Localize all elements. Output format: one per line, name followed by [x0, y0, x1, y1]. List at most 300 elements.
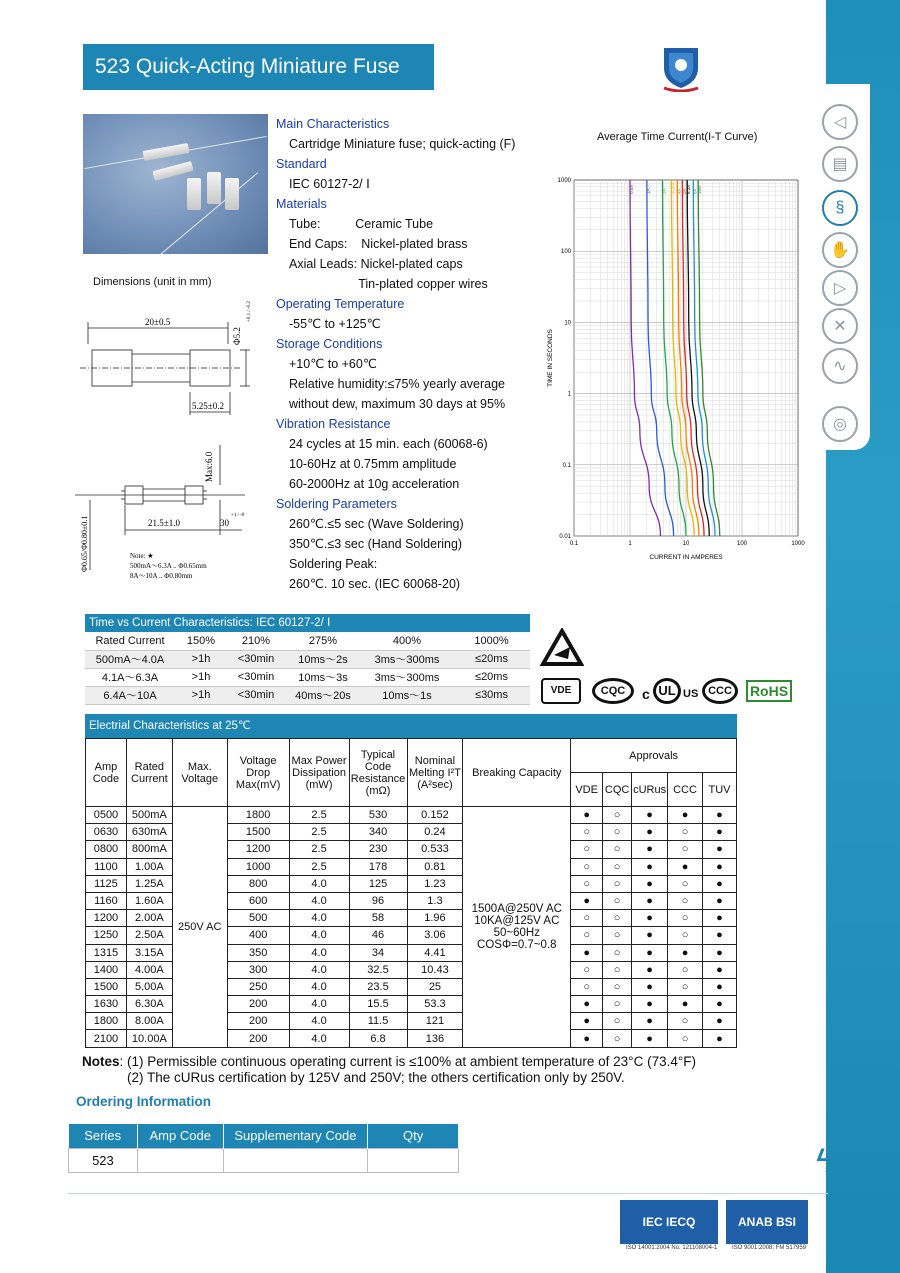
- series-label: 2A: [661, 188, 667, 194]
- table-cell: 1160: [86, 892, 127, 909]
- ul-us-mark: US: [683, 688, 699, 700]
- table-cell: 1250: [86, 927, 127, 944]
- table-cell: 2.50A: [126, 927, 172, 944]
- tvc-header: Time vs Current Characteristics: IEC 60127-2/ Ⅰ: [85, 614, 530, 632]
- table-cell: ●: [632, 944, 668, 961]
- table-cell: 4.0: [289, 927, 349, 944]
- table-cell: 1000: [227, 858, 289, 875]
- table-cell: 4.0: [289, 961, 349, 978]
- series-label: 0.5A: [629, 184, 634, 194]
- table-cell: ●: [632, 978, 668, 995]
- y-axis-label: TIME IN SECONDS: [547, 329, 554, 387]
- table-cell: ○: [668, 978, 703, 995]
- table-cell: ●: [571, 996, 603, 1013]
- ordering-col-header: Supplementary Code: [223, 1124, 368, 1148]
- tvc-cell: <30min: [227, 668, 285, 686]
- table-cell: 2.00A: [126, 910, 172, 927]
- electrical-header: Electrial Characteristics at 25℃: [85, 714, 737, 738]
- diameter-tol: +0.1 / -0.2: [247, 301, 252, 322]
- table-cell: ●: [703, 858, 737, 875]
- table-cell: ○: [571, 961, 603, 978]
- table-cell: 0500: [86, 807, 127, 824]
- table-cell: ●: [703, 910, 737, 927]
- table-cell: ○: [571, 910, 603, 927]
- table-cell: 400: [227, 927, 289, 944]
- fuse-icon[interactable]: §: [822, 190, 858, 226]
- table-cell: 96: [349, 892, 407, 909]
- y-tick-label: 0.1: [562, 462, 571, 469]
- breaking-capacity-cell: [463, 807, 571, 1048]
- col-rated-current: Rated Current: [126, 739, 172, 807]
- tvc-cell: 500mA～4.0A: [85, 650, 175, 668]
- series-label: 8A: [692, 188, 698, 194]
- approval-col-header: VDE: [571, 773, 603, 807]
- table-cell: 178: [349, 858, 407, 875]
- table-cell: ●: [632, 807, 668, 824]
- iec-label: IEC: [642, 1215, 663, 1229]
- x-tick-label: 1000: [791, 541, 805, 547]
- table-cell: 4.0: [289, 944, 349, 961]
- table-cell: ●: [703, 824, 737, 841]
- footer-divider: [68, 1193, 828, 1194]
- table-cell: 1500: [227, 824, 289, 841]
- table-cell: 800mA: [126, 841, 172, 858]
- section-line: Tube: Ceramic Tube: [289, 217, 434, 231]
- x-tick-label: 100: [736, 541, 748, 547]
- table-cell: 8.00A: [126, 1013, 172, 1030]
- table-cell: 200: [227, 1013, 289, 1030]
- section-heading: Storage Conditions: [276, 337, 383, 351]
- table-cell: 2.5: [289, 807, 349, 824]
- col-amp-code: Amp Code: [86, 739, 127, 807]
- table-cell: 58: [349, 910, 407, 927]
- table-cell: ○: [603, 892, 632, 909]
- table-cell: 4.0: [289, 996, 349, 1013]
- globe-icon[interactable]: ◎: [822, 406, 858, 442]
- characteristics-list: [276, 114, 546, 594]
- table-cell: 500: [227, 910, 289, 927]
- table-cell: 1.23: [407, 875, 463, 892]
- notes-label: Notes: [82, 1054, 120, 1069]
- breaking-line: 1500A@250V AC: [471, 902, 562, 915]
- lead-length2-dim: 30: [220, 518, 229, 528]
- table-cell: ●: [632, 858, 668, 875]
- ordering-col-header: Qty: [368, 1124, 459, 1148]
- notes: [82, 1054, 696, 1086]
- drawing-note-1: 500mA～6.3A .. Φ0.65mm: [130, 562, 207, 570]
- table-cell: 230: [349, 841, 407, 858]
- table-cell: 3.15A: [126, 944, 172, 961]
- table-cell: ○: [603, 927, 632, 944]
- table-cell: 1100: [86, 858, 127, 875]
- table-cell: 0.24: [407, 824, 463, 841]
- table-cell: ●: [632, 910, 668, 927]
- series-label: 5A: [681, 188, 687, 194]
- table-cell: 1.60A: [126, 892, 172, 909]
- tvc-col-header: 210%: [227, 632, 285, 650]
- table-cell: ●: [703, 927, 737, 944]
- table-cell: ●: [668, 807, 703, 824]
- book-icon[interactable]: ▤: [822, 146, 858, 182]
- tvc-cell: <30min: [227, 650, 285, 668]
- table-cell: ●: [571, 1013, 603, 1030]
- table-cell: ●: [632, 1030, 668, 1047]
- iec-iecq-badge: [620, 1200, 718, 1244]
- table-cell: 1800: [227, 807, 289, 824]
- table-cell: 46: [349, 927, 407, 944]
- tvc-cell: >1h: [175, 650, 227, 668]
- footer-caption-1: ISO 14001:2004 No. 121108004-1: [626, 1245, 718, 1251]
- series-label: 1A: [645, 188, 651, 194]
- x-tick-label: 0.1: [569, 541, 579, 547]
- table-cell: 1.96: [407, 910, 463, 927]
- table-cell: 1800: [86, 1013, 127, 1030]
- table-cell: 32.5: [349, 961, 407, 978]
- product-photo: [83, 114, 268, 254]
- table-cell: ●: [703, 944, 737, 961]
- tvc-cell: ≤30ms: [453, 686, 530, 704]
- table-cell: 2.5: [289, 841, 349, 858]
- section-line: Axial Leads: Nickel-plated caps: [289, 257, 463, 271]
- tuv-triangle-icon: [540, 628, 584, 668]
- tvc-table: [85, 632, 530, 705]
- y-tick-label: 1000: [557, 178, 571, 184]
- table-cell: 4.0: [289, 1030, 349, 1047]
- section-line: 260℃.≤5 sec (Wave Soldering): [289, 517, 464, 531]
- anab-label: ANAB: [737, 1215, 773, 1229]
- section-heading: Soldering Parameters: [276, 497, 397, 511]
- table-cell: ○: [603, 875, 632, 892]
- table-cell: ●: [632, 841, 668, 858]
- series-label: 6.3A: [686, 184, 692, 194]
- series-label: 10A: [697, 185, 703, 194]
- table-cell: 4.41: [407, 944, 463, 961]
- ordering-series-cell: 523: [69, 1148, 138, 1172]
- tvc-cell: <30min: [227, 686, 285, 704]
- table-cell: ○: [603, 1013, 632, 1030]
- tvc-row: [85, 686, 530, 704]
- table-cell: ○: [603, 841, 632, 858]
- lightning-icon: ϟ: [816, 1142, 834, 1180]
- table-cell: 200: [227, 996, 289, 1013]
- table-cell: 0.81: [407, 858, 463, 875]
- table-cell: ○: [668, 910, 703, 927]
- table-cell: 1500: [86, 978, 127, 995]
- section-line: Soldering Peak:: [289, 557, 378, 571]
- table-cell: ●: [571, 807, 603, 824]
- section-heading: Vibration Resistance: [276, 417, 391, 431]
- table-cell: ●: [668, 996, 703, 1013]
- table-cell: ●: [668, 858, 703, 875]
- drawing-note: Note: ★: [130, 552, 154, 560]
- breaking-line: 10KA@125V AC: [474, 914, 560, 927]
- ordering-table: [68, 1124, 459, 1173]
- table-cell: ○: [668, 927, 703, 944]
- shield-logo-icon: [660, 44, 702, 92]
- tvc-cell: >1h: [175, 668, 227, 686]
- ordering-input-cell[interactable]: [368, 1148, 459, 1172]
- table-cell: 4.00A: [126, 961, 172, 978]
- lead-diameter-dim: Φ0.65/Φ0.80±0.1: [80, 515, 89, 572]
- table-cell: 53.3: [407, 996, 463, 1013]
- ul-c-mark: c: [642, 686, 650, 702]
- ccc-mark: CCC: [702, 678, 738, 704]
- table-cell: 1200: [86, 910, 127, 927]
- col-voltage-drop: Voltage Drop Max(mV): [227, 739, 289, 807]
- table-cell: ●: [632, 875, 668, 892]
- table-cell: ○: [571, 858, 603, 875]
- table-cell: 350: [227, 944, 289, 961]
- cap-dim: 5.25±0.2: [192, 401, 224, 411]
- tvc-cell: 10ms～3s: [285, 668, 361, 686]
- tvc-cell: ≤20ms: [453, 668, 530, 686]
- table-cell: ●: [571, 944, 603, 961]
- table-cell: ○: [571, 978, 603, 995]
- section-line: without dew, maximum 30 days at 95%: [289, 397, 506, 411]
- table-cell: ○: [668, 961, 703, 978]
- table-cell: 1200: [227, 841, 289, 858]
- table-row: [86, 807, 737, 824]
- tvc-cell: 40ms～20s: [285, 686, 361, 704]
- page-title: 523 Quick-Acting Miniature Fuse: [83, 44, 434, 90]
- section-heading: Operating Temperature: [276, 297, 405, 311]
- ordering-input-cell[interactable]: [137, 1148, 223, 1172]
- note-2: (2) The cURus certification by 125V and 250V; the others certification only by 250V.: [127, 1070, 625, 1085]
- section-line: Cartridge Miniature fuse; quick-acting (F): [289, 137, 516, 151]
- table-cell: ○: [668, 1030, 703, 1047]
- table-cell: 800: [227, 875, 289, 892]
- section-line: -55℃ to +125℃: [289, 317, 381, 331]
- table-cell: 340: [349, 824, 407, 841]
- tvc-row: [85, 650, 530, 668]
- table-cell: 2.5: [289, 858, 349, 875]
- table-cell: ○: [571, 875, 603, 892]
- section-line: 350℃.≤3 sec (Hand Soldering): [289, 537, 463, 551]
- breaking-line: COSΦ=0.7~0.8: [477, 938, 557, 951]
- table-cell: ●: [632, 1013, 668, 1030]
- series-label: 3.15A: [670, 182, 676, 194]
- table-cell: 15.5: [349, 996, 407, 1013]
- table-cell: 25: [407, 978, 463, 995]
- ordering-col-header: Series: [69, 1124, 138, 1148]
- table-cell: ●: [703, 996, 737, 1013]
- table-cell: ○: [603, 978, 632, 995]
- bsi-label: BSI: [776, 1215, 797, 1229]
- breaking-line: 50~60Hz: [493, 926, 540, 939]
- table-cell: ○: [668, 824, 703, 841]
- table-cell: 4.0: [289, 892, 349, 909]
- vde-mark: VDE: [541, 678, 581, 704]
- tvc-col-header: 1000%: [453, 632, 530, 650]
- coil-icon[interactable]: ∿: [822, 348, 858, 384]
- certification-marks: [540, 628, 800, 708]
- table-cell: 630mA: [126, 824, 172, 841]
- tvc-col-header: Rated Current: [85, 632, 175, 650]
- ordering-input-cell[interactable]: [223, 1148, 368, 1172]
- electrical-table: [85, 738, 737, 1048]
- table-cell: ●: [703, 1030, 737, 1047]
- table-cell: ●: [703, 978, 737, 995]
- anab-bsi-badge: [726, 1200, 808, 1244]
- table-cell: ○: [668, 892, 703, 909]
- hand-icon[interactable]: ✋: [822, 232, 858, 268]
- table-cell: 0800: [86, 841, 127, 858]
- table-cell: 3.06: [407, 927, 463, 944]
- section-line: 260℃. 10 sec. (IEC 60068-20): [289, 577, 461, 591]
- table-cell: 136: [407, 1030, 463, 1047]
- section-line: End Caps: Nickel-plated brass: [289, 237, 468, 251]
- table-cell: 23.5: [349, 978, 407, 995]
- tvc-table-wrapper: [85, 614, 530, 705]
- max-dim: Max:6.0: [204, 451, 214, 482]
- table-cell: ○: [571, 927, 603, 944]
- table-cell: 500mA: [126, 807, 172, 824]
- ul-logo-icon: UL: [653, 678, 681, 704]
- table-cell: ●: [632, 824, 668, 841]
- table-cell: ○: [603, 961, 632, 978]
- table-cell: 0.533: [407, 841, 463, 858]
- table-cell: 1.25A: [126, 875, 172, 892]
- y-tick-label: 1: [567, 391, 571, 398]
- col-approvals: Approvals: [571, 739, 737, 773]
- table-cell: ●: [571, 1030, 603, 1047]
- table-cell: ●: [632, 961, 668, 978]
- table-cell: ●: [703, 1013, 737, 1030]
- dimension-drawing: [70, 300, 270, 590]
- table-cell: 1125: [86, 875, 127, 892]
- tvc-col-header: 275%: [285, 632, 361, 650]
- table-cell: ●: [632, 892, 668, 909]
- approval-col-header: CQC: [603, 773, 632, 807]
- tvc-cell: 6.4A～10A: [85, 686, 175, 704]
- table-cell: 121: [407, 1013, 463, 1030]
- table-cell: ●: [571, 892, 603, 909]
- table-cell: ○: [603, 996, 632, 1013]
- drawing-note-2: 8A～10A .. Φ0.80mm: [130, 572, 193, 580]
- series-label: 4A: [676, 188, 682, 194]
- table-cell: 34: [349, 944, 407, 961]
- iecq-label: IECQ: [666, 1215, 696, 1229]
- plug-icon[interactable]: ▷: [822, 270, 858, 306]
- table-cell: 1.00A: [126, 858, 172, 875]
- col-power: Max Power Dissipation (mW): [289, 739, 349, 807]
- table-cell: 1.3: [407, 892, 463, 909]
- tvc-cell: 10ms～1s: [361, 686, 453, 704]
- table-cell: ●: [632, 996, 668, 1013]
- x-tick-label: 1: [628, 541, 632, 547]
- table-cell: ●: [703, 807, 737, 824]
- table-cell: 4.0: [289, 978, 349, 995]
- table-cell: ○: [668, 875, 703, 892]
- x-tick-label: 10: [682, 541, 690, 547]
- table-cell: 1400: [86, 961, 127, 978]
- table-cell: 300: [227, 961, 289, 978]
- cqc-mark: CQC: [592, 678, 634, 704]
- table-cell: 2100: [86, 1030, 127, 1047]
- lead-tolerance: +1 / -0: [231, 513, 245, 518]
- tools-icon[interactable]: ✕: [822, 308, 858, 344]
- table-cell: 600: [227, 892, 289, 909]
- table-cell: ○: [603, 910, 632, 927]
- table-cell: 4.0: [289, 875, 349, 892]
- section-line: 60-2000Hz at 10g acceleration: [289, 477, 460, 491]
- table-cell: ○: [668, 841, 703, 858]
- tvc-cell: ≤20ms: [453, 650, 530, 668]
- table-cell: ○: [571, 841, 603, 858]
- table-cell: ●: [703, 875, 737, 892]
- col-resistance: Typical Code Resistance (mΩ): [349, 739, 407, 807]
- approval-col-header: CCC: [668, 773, 703, 807]
- tvc-cell: 4.1A～6.3A: [85, 668, 175, 686]
- table-cell: 4.0: [289, 910, 349, 927]
- table-cell: 2.5: [289, 824, 349, 841]
- table-cell: ○: [571, 824, 603, 841]
- it-curve-chart: [536, 160, 806, 560]
- table-cell: ○: [668, 1013, 703, 1030]
- table-cell: 4.0: [289, 1013, 349, 1030]
- table-cell: ○: [603, 1030, 632, 1047]
- table-cell: 125: [349, 875, 407, 892]
- tvc-cell: >1h: [175, 686, 227, 704]
- table-cell: ●: [703, 841, 737, 858]
- table-cell: ○: [603, 824, 632, 841]
- ordering-title: Ordering Information: [76, 1094, 211, 1109]
- note-1: : (1) Permissible continuous operating current is ≤100% at ambient temperature of 23°C (73.4°F): [119, 1054, 696, 1069]
- section-heading: Standard: [276, 157, 327, 171]
- tvc-cell: 10ms～2s: [285, 650, 361, 668]
- approval-col-header: cURus: [632, 773, 668, 807]
- table-cell: 530: [349, 807, 407, 824]
- table-cell: 10.00A: [126, 1030, 172, 1047]
- max-voltage-cell: 250V AC: [172, 807, 227, 1048]
- table-cell: 0630: [86, 824, 127, 841]
- y-tick-label: 10: [564, 320, 571, 327]
- col-breaking: Breaking Capacity: [463, 739, 571, 807]
- col-melting: Nominal Melting I²T (A²sec): [407, 739, 463, 807]
- section-line: +10℃ to +60℃: [289, 357, 377, 371]
- table-cell: 1315: [86, 944, 127, 961]
- tvc-cell: 3ms～300ms: [361, 650, 453, 668]
- tvc-col-header: 150%: [175, 632, 227, 650]
- table-cell: ○: [603, 807, 632, 824]
- length-dim: 20±0.5: [145, 317, 171, 327]
- table-cell: ●: [668, 944, 703, 961]
- tvc-col-header: 400%: [361, 632, 453, 650]
- approval-col-header: TUV: [703, 773, 737, 807]
- rohs-mark: RoHS: [746, 680, 792, 702]
- y-tick-label: 100: [560, 249, 571, 256]
- table-cell: ●: [703, 892, 737, 909]
- table-cell: 5.00A: [126, 978, 172, 995]
- x-axis-label: CURRENT IN AMPERES: [649, 554, 723, 560]
- section-line: 10-60Hz at 0.75mm amplitude: [289, 457, 457, 471]
- dimensions-label: Dimensions (unit in mm): [93, 276, 212, 288]
- section-heading: Materials: [276, 197, 327, 211]
- section-heading: Main Characteristics: [276, 117, 390, 131]
- tvc-cell: 3ms～300ms: [361, 668, 453, 686]
- table-cell: 11.5: [349, 1013, 407, 1030]
- lead-length-dim: 21.5±1.0: [148, 518, 180, 528]
- arrow-icon[interactable]: ◁: [822, 104, 858, 140]
- section-line: IEC 60127-2/ Ⅰ: [289, 177, 370, 191]
- ordering-col-header: Amp Code: [137, 1124, 223, 1148]
- table-cell: ●: [703, 961, 737, 978]
- diameter-dim: Φ5.2: [232, 327, 242, 345]
- table-cell: 1630: [86, 996, 127, 1013]
- table-cell: ●: [632, 927, 668, 944]
- tvc-row: [85, 668, 530, 686]
- col-max-voltage: Max. Voltage: [172, 739, 227, 807]
